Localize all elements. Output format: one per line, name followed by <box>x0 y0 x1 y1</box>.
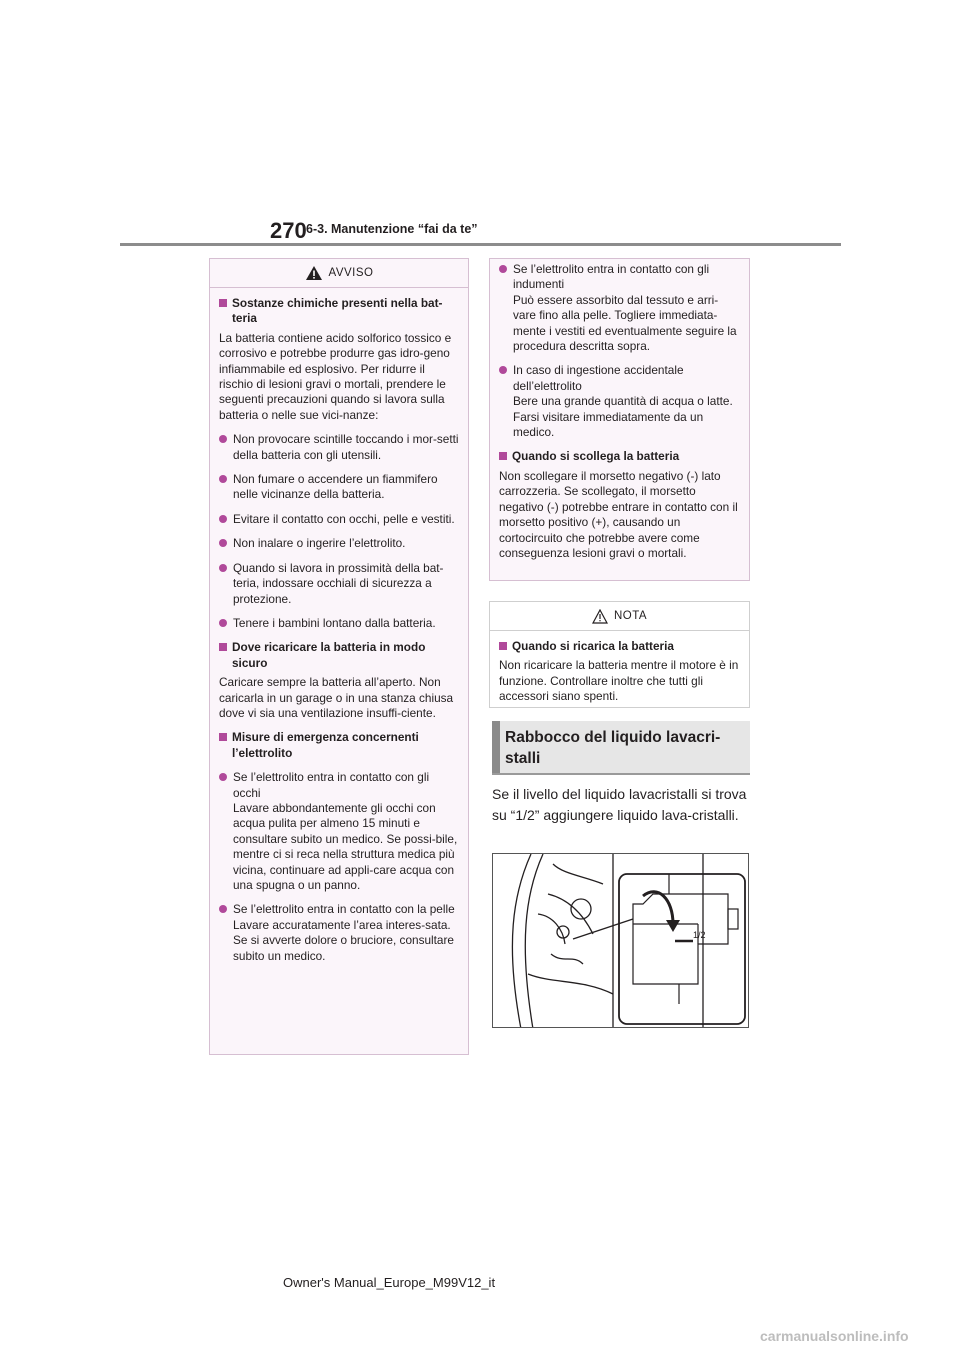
dot-bullet-icon <box>219 539 227 547</box>
avviso-box <box>209 258 469 1055</box>
list-item: Se l’elettrolito entra in contatto con gli occhi Lavare abbondantemente gli occhi con acqua pulita per almeno 15 minuti e consultare subito un medico. Se possi-bile, mentre ci si reca nella struttura medica più vicina, continuare ad appli-care acqua con una spugna o un panno. <box>219 770 459 893</box>
dot-bullet-icon <box>219 475 227 483</box>
avviso-continued-body <box>490 259 749 561</box>
list-item: Non fumare o accendere un fiammifero nelle vicinanze della batteria. <box>219 472 459 503</box>
square-bullet-icon <box>219 643 227 651</box>
dot-bullet-icon <box>219 773 227 781</box>
square-bullet-icon <box>219 299 227 307</box>
warning-triangle-icon <box>305 265 323 281</box>
level-label: 1/2 <box>693 930 706 940</box>
subheading: Quando si ricarica la batteria <box>499 639 740 654</box>
dot-bullet-icon <box>219 619 227 627</box>
nota-body <box>490 631 749 705</box>
subheading: Sostanze chimiche presenti nella bat-teria <box>219 296 459 327</box>
paragraph: Non ricaricare la batteria mentre il motore è in funzione. Controllare inoltre che tutti gli accessori siano spenti. <box>499 658 739 704</box>
header-rule <box>120 243 841 246</box>
list-item: Se l’elettrolito entra in contatto con la pelle Lavare accuratamente l’area interes-sata. Se si avverte dolore o bruciore, consultare subito un medico. <box>219 902 459 964</box>
dot-bullet-icon <box>219 905 227 913</box>
square-bullet-icon <box>499 452 507 460</box>
section-title: 6-3. Manutenzione “fai da te” <box>306 222 478 236</box>
square-bullet-icon <box>499 642 507 650</box>
nota-header <box>490 602 749 631</box>
heading-text: Rabbocco del liquido lavacri-stalli <box>505 729 721 767</box>
dot-bullet-icon <box>499 366 507 374</box>
list-item: Tenere i bambini lontano dalla batteria. <box>219 616 459 631</box>
paragraph: Non scollegare il morsetto negativo (-) lato carrozzeria. Se scollegato, il morsetto negativo (-) potrebbe entrare in contatto con il morsetto positivo (+), causando un cortocircuito che potrebbe avere come conseguenza lesioni gravi o mortali. <box>499 468 738 560</box>
avviso-continued-box <box>489 258 750 581</box>
list-item: Se l’elettrolito entra in contatto con gli indumenti Può essere assorbito dal tessuto e arri-vare fino alla pelle. Togliere immediata-mente i vestiti ed eventualmente seguire la procedura descritta sopra. <box>499 262 740 354</box>
avviso-body <box>210 288 468 964</box>
square-bullet-icon <box>219 733 227 741</box>
avviso-title: AVVISO <box>328 267 374 279</box>
engine-bay-illustration <box>493 854 749 1028</box>
subheading: Misure di emergenza concernenti l’elettrolito <box>219 730 459 761</box>
subheading: Dove ricaricare la batteria in modo sicuro <box>219 640 459 671</box>
dot-bullet-icon <box>219 564 227 572</box>
paragraph: Caricare sempre la batteria all’aperto. Non caricarla in un garage o in una stanza chiusa dove vi sia una ventilazione insuffi-ciente. <box>219 675 454 720</box>
caution-triangle-icon <box>592 609 608 624</box>
list-item: Non provocare scintille toccando i mor-setti della batteria con gli utensili. <box>219 432 459 463</box>
page-number: 270 <box>270 218 307 243</box>
nota-box <box>489 601 750 708</box>
washer-heading <box>492 721 750 775</box>
dot-bullet-icon <box>219 515 227 523</box>
list-item: Non inalare o ingerire l’elettrolito. <box>219 536 459 551</box>
dot-bullet-icon <box>499 265 507 273</box>
avviso-header <box>210 259 468 288</box>
list-item: In caso di ingestione accidentale dell’elettrolito Bere una grande quantità di acqua o latte. Farsi visitare immediatamente da un medico. <box>499 363 740 440</box>
paragraph: La batteria contiene acido solforico tossico e corrosivo e potrebbe produrre gas idro-geno infiammabile ed esplosivo. Per ridurre il rischio di lesioni gravi o mortali, prendere le seguenti precauzioni quando si lavora sulla batteria o nelle sue vici-nanze: <box>219 330 452 422</box>
subheading: Quando si scollega la batteria <box>499 449 740 464</box>
washer-body-text: Se il livello del liquido lavacristalli si trova su “1/2” aggiungere liquido lava-cristalli. <box>492 786 747 823</box>
footer-text: Owner's Manual_Europe_M99V12_it <box>283 1275 496 1290</box>
nota-title: NOTA <box>613 610 648 622</box>
washer-reservoir-figure <box>492 853 749 1028</box>
list-item: Evitare il contatto con occhi, pelle e vestiti. <box>219 512 459 527</box>
watermark-text: carmanualsonline.info <box>760 1328 909 1344</box>
heading-bar <box>492 721 500 773</box>
list-item: Quando si lavora in prossimità della bat-teria, indossare occhiali di sicurezza a protezione. <box>219 561 459 607</box>
dot-bullet-icon <box>219 435 227 443</box>
